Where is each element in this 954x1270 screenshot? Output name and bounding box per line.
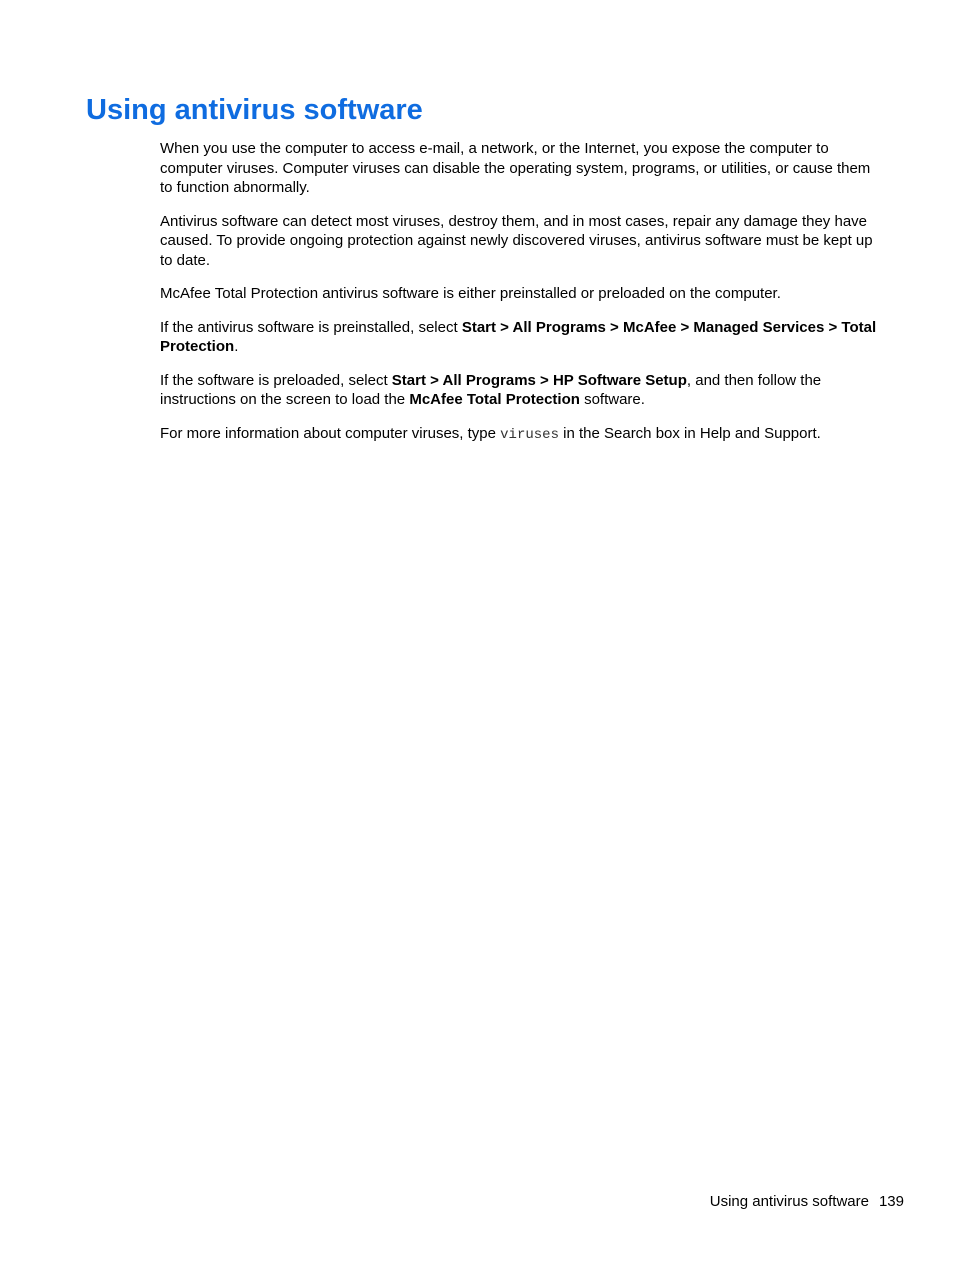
- menu-path-preinstalled: Start > All Programs > McAfee > Managed Services > Total Protection: [160, 318, 877, 355]
- text-span: software.: [579, 391, 645, 408]
- paragraph-intro: When you use the computer to access e-mail, a network, or the Internet, you expose the computer to computer viruses. Computer viruses can disable the operating system, programs, or utilities, or cause them to function abnormally.: [160, 140, 871, 196]
- page-number: 139: [878, 1193, 904, 1210]
- text-span: If the software is preloaded, select: [160, 371, 392, 389]
- paragraph-preinstalled: [160, 318, 886, 357]
- menu-path-preloaded: Start > All Programs > HP Software Setup: [391, 371, 687, 389]
- text-span: .: [234, 338, 239, 355]
- paragraph-more-info: [160, 424, 886, 446]
- code-keyword: viruses: [500, 426, 559, 443]
- footer-section-title: Using antivirus software: [709, 1193, 869, 1210]
- paragraph-detection: Antivirus software can detect most viruses, destroy them, and in most cases, repair any damage they have caused. To provide ongoing protection against newly discovered viruses, antivirus software must be kept up to date.: [160, 212, 873, 269]
- paragraph-preloaded: [160, 371, 886, 410]
- product-name: McAfee Total Protection: [409, 391, 580, 408]
- page-footer: [710, 1192, 904, 1212]
- text-span: in the Search box in Help and Support.: [558, 424, 821, 442]
- text-span: If the antivirus software is preinstalled, select: [160, 318, 462, 336]
- text-span: For more information about computer viruses, type: [160, 424, 501, 442]
- paragraph-mcafee: McAfee Total Protection antivirus software is either preinstalled or preloaded on the computer.: [160, 285, 781, 302]
- text-span: , and then follow the instructions on the screen to load the: [160, 371, 822, 408]
- body-text: [160, 139, 886, 459]
- page-title: Using antivirus software: [86, 94, 423, 126]
